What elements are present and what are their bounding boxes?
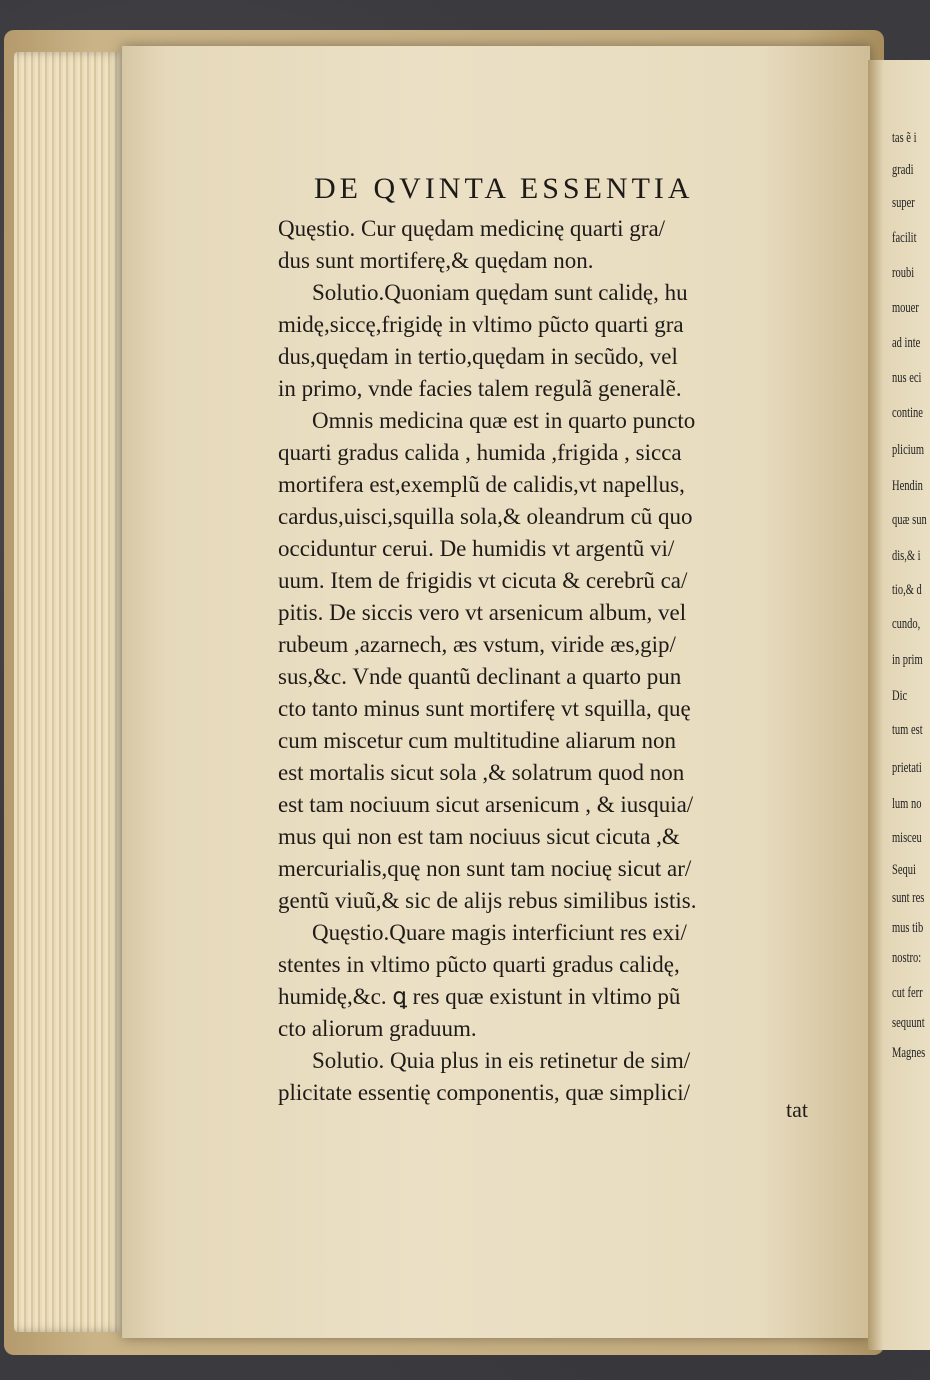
text-line: Quęstio. Cur quędam medicinę quarti gra/ bbox=[278, 216, 666, 241]
right-page-fragment bbox=[868, 60, 930, 1350]
next-page-line: prietati bbox=[892, 760, 922, 776]
catchword: tat bbox=[786, 1097, 808, 1122]
next-page-line: mus tib bbox=[892, 920, 924, 936]
text-line: midę,siccę,frigidę in vltimo pũcto quarti gra bbox=[278, 312, 684, 337]
text-line: est mortalis sicut sola ,& solatrum quod non bbox=[278, 760, 685, 785]
next-page-line: Dic bbox=[892, 688, 908, 704]
next-page-line: cundo, bbox=[892, 616, 921, 632]
next-page-line: tum est bbox=[892, 722, 923, 738]
next-page-line: nostro: bbox=[892, 950, 922, 966]
next-page-line: tas ẽ i bbox=[892, 130, 917, 146]
text-line: cto tanto minus sunt mortiferę vt squilla, quę bbox=[278, 696, 691, 721]
next-page-line: dis,& i bbox=[892, 548, 921, 564]
text-line: gentũ viuũ,& sic de alijs rebus similibus istis. bbox=[278, 888, 697, 913]
text-line: est tam nociuum sicut arsenicum , & iusquia/ bbox=[278, 792, 694, 817]
next-page-line: Hendin bbox=[892, 478, 923, 494]
text-line: Quęstio.Quare magis interficiunt res exi/ bbox=[312, 920, 687, 945]
text-line: uum. Item de frigidis vt cicuta & cerebrũ ca/ bbox=[278, 568, 688, 593]
next-page-line: contine bbox=[892, 405, 923, 421]
next-page-line: roubi bbox=[892, 265, 915, 281]
next-page-line: ad inte bbox=[892, 335, 921, 351]
body-text bbox=[278, 213, 826, 1109]
next-page-line: nus eci bbox=[892, 370, 922, 386]
text-line: stentes in vltimo pũcto quarti gradus calidę, bbox=[278, 952, 680, 977]
text-line: mortifera est,exemplũ de calidis,vt napellus, bbox=[278, 472, 685, 497]
next-page-line: plicium bbox=[892, 442, 925, 458]
next-page-line: tio,& d bbox=[892, 582, 922, 598]
text-line: occiduntur cerui. De humidis vt argentũ vi/ bbox=[278, 536, 675, 561]
text-line: cardus,uisci,squilla sola,& oleandrum cũ quo bbox=[278, 504, 693, 529]
text-line: in primo, vnde facies talem regulã generalẽ. bbox=[278, 376, 682, 401]
next-page-line: Sequi bbox=[892, 862, 916, 878]
text-line: Omnis medicina quæ est in quarto puncto bbox=[312, 408, 696, 433]
text-line: plicitate essentię componentis, quæ simplici/ bbox=[278, 1080, 691, 1105]
text-line: Solutio.Quoniam quędam sunt calidę, hu bbox=[312, 280, 688, 305]
text-line: quarti gradus calida , humida ,frigida , sicca bbox=[278, 440, 682, 465]
next-page-line: Magnes bbox=[892, 1045, 926, 1061]
next-page-line: misceu bbox=[892, 830, 922, 846]
next-page-line: sequunt bbox=[892, 1015, 925, 1031]
next-page-line: mouer bbox=[892, 300, 919, 316]
text-line: Solutio. Quia plus in eis retinetur de sim/ bbox=[312, 1048, 691, 1073]
text-line: dus sunt mortiferę,& quędam non. bbox=[278, 248, 594, 273]
page-edges bbox=[14, 52, 126, 1332]
next-page-line: in prim bbox=[892, 652, 923, 668]
text-line: mercurialis,quę non sunt tam nociuę sicut ar/ bbox=[278, 856, 692, 881]
next-page-line: gradi bbox=[892, 162, 914, 178]
next-page-line: cut ferr bbox=[892, 985, 923, 1001]
next-page-line: sunt res bbox=[892, 890, 925, 906]
text-line: dus,quędam in tertio,quędam in secũdo, vel bbox=[278, 344, 678, 369]
next-page-line: lum no bbox=[892, 796, 922, 812]
text-line: cto aliorum graduum. bbox=[278, 1016, 477, 1041]
next-page-line: facilit bbox=[892, 230, 917, 246]
next-page-line: super bbox=[892, 195, 915, 211]
running-header: DE QVINTA ESSENTIA bbox=[314, 172, 694, 205]
text-line: pitis. De siccis vero vt arsenicum album, vel bbox=[278, 600, 687, 625]
text-line: cum miscetur cum multitudine aliarum non bbox=[278, 728, 676, 753]
next-page-line: quæ sun bbox=[892, 512, 927, 528]
text-line: sus,&c. Vnde quantũ declinant a quarto pun bbox=[278, 664, 682, 689]
text-line: rubeum ,azarnech, æs vstum, viride æs,gip/ bbox=[278, 632, 676, 657]
text-line: mus qui non est tam nociuus sicut cicuta ,& bbox=[278, 824, 680, 849]
text-line: humidę,&c. ꝗ res quæ existunt in vltimo pũ bbox=[278, 984, 681, 1009]
